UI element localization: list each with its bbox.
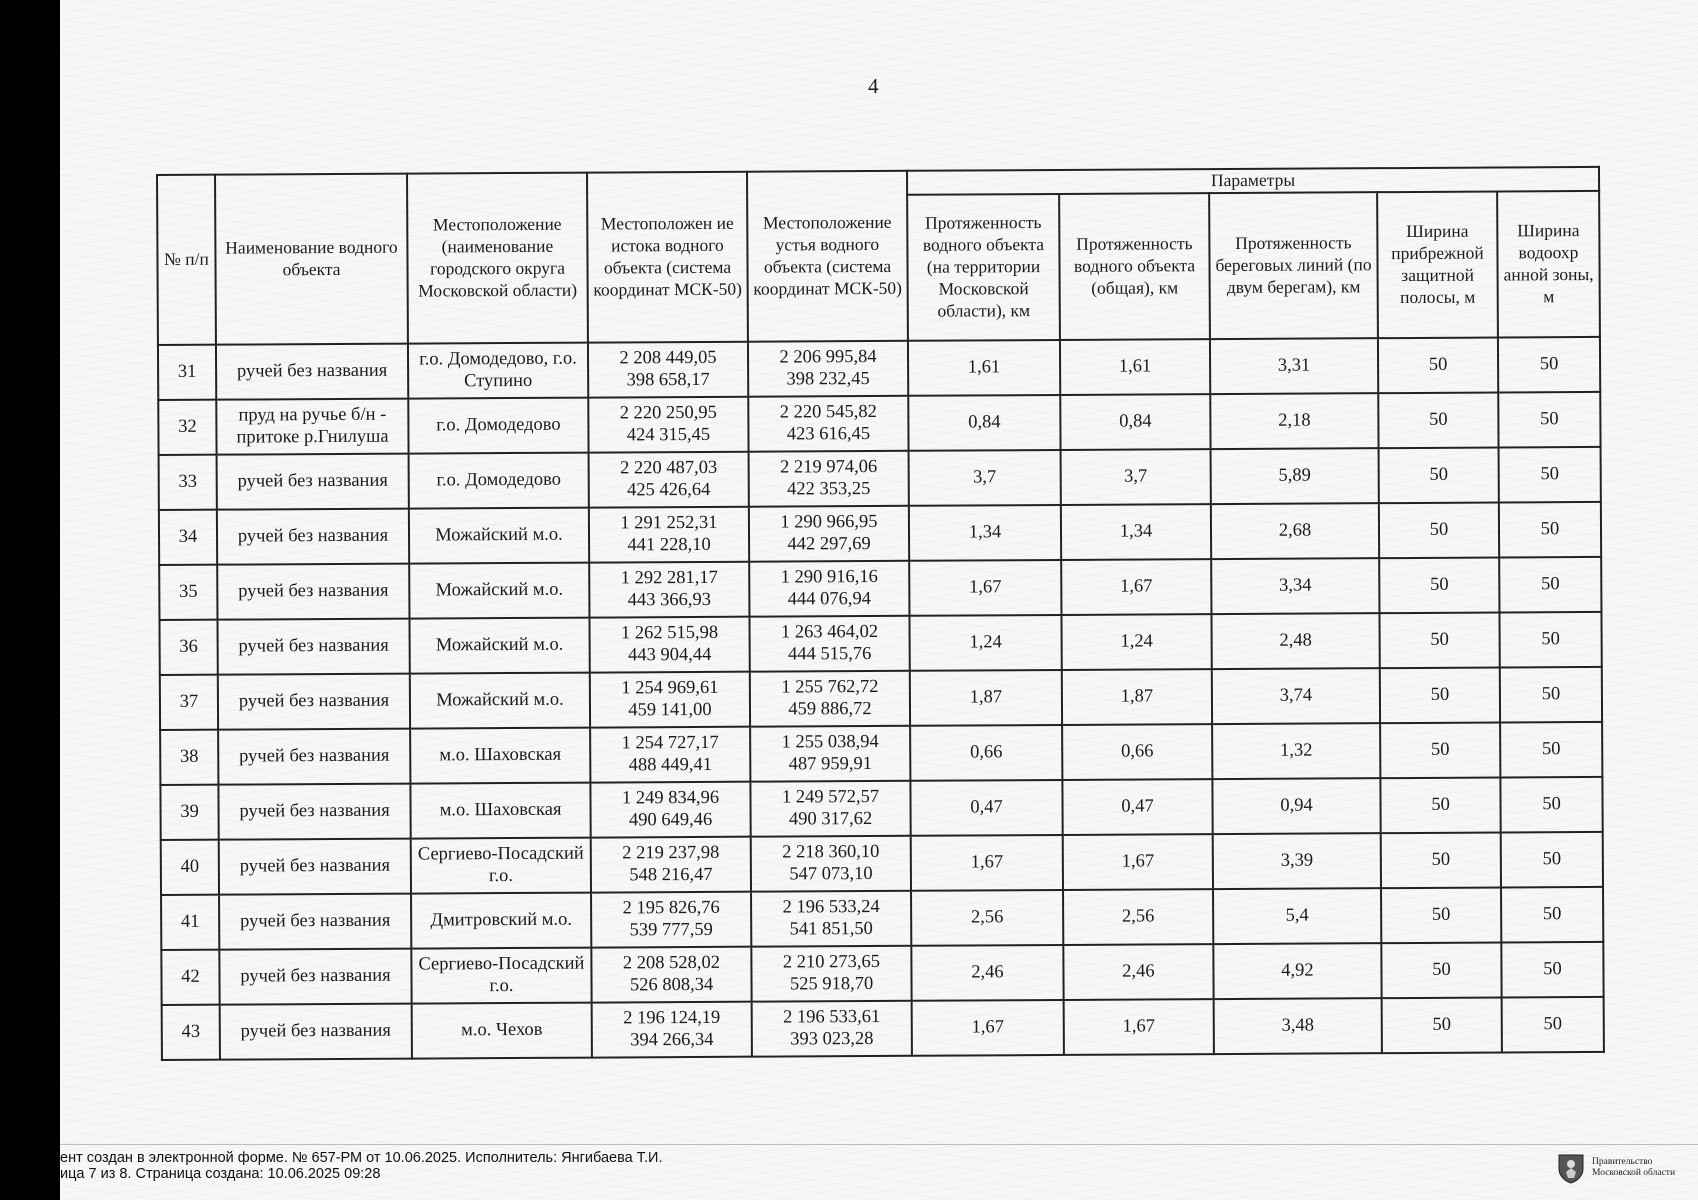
coordinate-value: 1 292 281,17: [620, 567, 718, 589]
cell-source: [591, 947, 751, 1003]
cell-shoreline: 5,4: [1213, 888, 1381, 944]
cell-location: Сергиево-Посадский г.о.: [411, 838, 591, 894]
footer-line-2: ица 7 из 8. Страница создана: 10.06.2025 09:28: [60, 1166, 381, 1182]
cell-length-total: 0,47: [1062, 779, 1212, 835]
cell-protection-zone: 50: [1501, 887, 1603, 943]
cell-num: 34: [159, 510, 217, 565]
cell-mouth: [750, 726, 910, 782]
cell-length-region: 1,61: [908, 340, 1060, 396]
cell-name: ручей без названия: [218, 674, 410, 730]
cell-location: Сергиево-Посадский г.о.: [411, 948, 591, 1004]
cell-location: м.о. Чехов: [412, 1003, 592, 1059]
cell-coastal-strip: 50: [1380, 668, 1500, 724]
cell-mouth: [751, 891, 911, 947]
cell-location: г.о. Домодедово, г.о. Ступино: [408, 343, 588, 399]
cell-name: ручей без названия: [217, 564, 409, 620]
cell-coastal-strip: 50: [1378, 393, 1498, 449]
coordinate-value: 2 196 124,19: [623, 1007, 721, 1029]
table-row: [162, 997, 1604, 1060]
coordinate-value: 2 220 250,95: [619, 402, 717, 424]
cell-protection-zone: 50: [1498, 337, 1600, 393]
header-num: № п/п: [157, 175, 216, 345]
coordinate-value: 444 515,76: [788, 643, 872, 664]
table-row: [159, 447, 1601, 510]
cell-shoreline: 2,48: [1211, 613, 1379, 669]
cell-shoreline: 3,74: [1212, 668, 1380, 724]
cell-shoreline: 1,32: [1212, 723, 1380, 779]
coordinate-value: 1 254 969,61: [621, 677, 719, 699]
cell-protection-zone: 50: [1499, 557, 1601, 613]
cell-length-total: 1,67: [1064, 999, 1214, 1055]
cell-length-total: 0,84: [1060, 394, 1210, 450]
cell-length-region: 2,46: [911, 945, 1063, 1001]
cell-shoreline: 0,94: [1212, 778, 1380, 834]
header-source: Местоположен ие истока водного объекта (система координат МСК-50): [587, 172, 748, 343]
coordinate-value: 1 254 727,17: [621, 732, 719, 754]
coordinate-value: 1 249 572,57: [781, 786, 880, 808]
coordinate-value: 1 255 038,94: [781, 731, 879, 753]
cell-shoreline: 2,68: [1211, 503, 1379, 559]
cell-source: [589, 507, 749, 563]
coordinate-value: 2 195 826,76: [622, 897, 720, 919]
coordinate-value: 2 210 273,65: [782, 951, 881, 973]
cell-length-region: 1,87: [910, 670, 1062, 726]
cell-protection-zone: 50: [1500, 777, 1602, 833]
cell-length-total: 2,56: [1063, 889, 1213, 945]
logo-line-1: Правительство: [1592, 1157, 1653, 1167]
cell-source: [589, 562, 749, 618]
cell-coastal-strip: 50: [1381, 887, 1501, 943]
cell-name: ручей без названия: [217, 454, 409, 510]
header-length-total: Протяженность водного объекта (общая), км: [1059, 193, 1210, 340]
cell-mouth: [751, 836, 911, 892]
cell-shoreline: 3,39: [1213, 833, 1381, 889]
cell-shoreline: 2,18: [1210, 393, 1378, 449]
coordinate-value: 539 777,59: [629, 919, 713, 940]
coordinate-value: 488 449,41: [628, 754, 712, 775]
cell-num: 36: [159, 620, 217, 675]
cell-coastal-strip: 50: [1382, 997, 1502, 1053]
table-row: [159, 502, 1601, 565]
cell-num: 37: [160, 675, 218, 730]
coordinate-value: 1 290 916,16: [780, 566, 878, 588]
cell-num: 31: [158, 345, 216, 400]
footer-divider: [60, 1144, 1698, 1145]
cell-shoreline: 3,31: [1210, 338, 1378, 394]
cell-num: 35: [159, 565, 217, 620]
header-mouth: Местоположение устья водного объекта (система координат МСК-50): [747, 171, 908, 342]
cell-mouth: [749, 616, 909, 672]
header-name: Наименование водного объекта: [215, 174, 408, 345]
cell-length-total: 1,24: [1061, 614, 1211, 670]
cell-num: 33: [159, 455, 217, 510]
table-row: [158, 337, 1600, 400]
cell-coastal-strip: 50: [1380, 723, 1500, 779]
cell-name: ручей без названия: [216, 344, 408, 400]
cell-length-region: 2,56: [911, 890, 1063, 946]
cell-location: Можайский м.о.: [409, 508, 589, 564]
coordinate-value: 424 315,45: [626, 424, 711, 445]
cell-protection-zone: 50: [1502, 997, 1604, 1053]
cell-num: 38: [160, 730, 218, 785]
cell-name: ручей без названия: [219, 894, 411, 950]
coordinate-value: 2 219 974,06: [780, 456, 878, 478]
coordinate-value: 459 886,72: [788, 698, 872, 719]
cell-protection-zone: 50: [1500, 667, 1602, 723]
page-number: 4: [868, 74, 879, 98]
coordinate-value: 541 851,50: [789, 918, 873, 939]
cell-source: [589, 617, 749, 673]
footer-line-1: ент создан в электронной форме. № 657-РМ от 10.06.2025. Исполнитель: Янгибаева Т.И.: [60, 1150, 663, 1166]
cell-length-total: 0,66: [1062, 724, 1212, 780]
cell-protection-zone: 50: [1501, 942, 1603, 998]
header-shoreline: Протяженность береговых линий (по двум берегам), км: [1209, 192, 1378, 339]
cell-coastal-strip: 50: [1379, 448, 1499, 504]
coordinate-value: 441 228,10: [627, 534, 711, 555]
cell-length-total: 1,61: [1060, 339, 1210, 395]
coordinate-value: 1 255 762,72: [781, 676, 879, 698]
cell-shoreline: 4,92: [1213, 943, 1381, 999]
coordinate-value: 393 023,28: [790, 1028, 874, 1049]
cell-shoreline: 3,34: [1211, 558, 1379, 614]
cell-length-total: 3,7: [1061, 449, 1211, 505]
cell-coastal-strip: 50: [1378, 338, 1498, 394]
coordinate-value: 444 076,94: [787, 588, 872, 609]
cell-length-region: 1,24: [909, 615, 1061, 671]
cell-shoreline: 3,48: [1214, 998, 1382, 1054]
cell-location: Можайский м.о.: [410, 673, 590, 729]
cell-protection-zone: 50: [1499, 447, 1601, 503]
cell-coastal-strip: 50: [1379, 613, 1499, 669]
cell-coastal-strip: 50: [1380, 778, 1500, 834]
cell-name: ручей без названия: [219, 839, 411, 895]
cell-source: [588, 397, 748, 453]
coordinate-value: 2 220 545,82: [779, 401, 877, 423]
coordinate-value: 423 616,45: [786, 423, 871, 444]
coordinate-value: 2 196 533,24: [782, 896, 880, 918]
cell-protection-zone: 50: [1501, 832, 1603, 888]
cell-length-total: 1,67: [1063, 834, 1213, 890]
cell-mouth: [752, 1001, 912, 1057]
table-row: [161, 942, 1603, 1005]
coordinate-value: 490 649,46: [628, 809, 713, 830]
cell-length-region: 0,84: [908, 395, 1060, 451]
cell-location: м.о. Шаховская: [410, 783, 590, 839]
coordinate-value: 2 208 449,05: [619, 347, 717, 369]
cell-mouth: [749, 561, 909, 617]
cell-source: [590, 672, 750, 728]
cell-num: 41: [161, 895, 219, 950]
cell-coastal-strip: 50: [1381, 833, 1501, 889]
cell-protection-zone: 50: [1499, 502, 1601, 558]
coordinate-value: 2 206 995,84: [779, 346, 877, 368]
cell-protection-zone: 50: [1499, 612, 1601, 668]
cell-location: Можайский м.о.: [409, 618, 589, 674]
cell-name: ручей без названия: [218, 784, 410, 840]
coordinate-value: 2 196 533,61: [783, 1006, 881, 1028]
cell-location: м.о. Шаховская: [410, 728, 590, 784]
coordinate-value: 1 262 515,98: [620, 622, 719, 644]
cell-num: 43: [162, 1005, 220, 1060]
cell-source: [590, 782, 750, 838]
coordinate-value: 394 266,34: [630, 1029, 714, 1050]
coordinate-value: 442 297,69: [787, 533, 871, 554]
table-row: [160, 777, 1602, 840]
cell-length-region: 1,67: [912, 1000, 1064, 1056]
coordinate-value: 459 141,00: [628, 699, 712, 720]
cell-protection-zone: 50: [1500, 722, 1602, 778]
coordinate-value: 1 290 966,95: [780, 511, 878, 533]
cell-length-total: 1,67: [1061, 559, 1211, 615]
cell-length-region: 1,67: [911, 835, 1063, 891]
cell-name: пруд на ручье б/н - притоке р.Гнилуша: [216, 399, 408, 455]
coordinate-value: 2 218 360,10: [782, 841, 880, 863]
scan-left-edge: [0, 0, 60, 1200]
cell-coastal-strip: 50: [1379, 503, 1499, 559]
cell-coastal-strip: 50: [1379, 558, 1499, 614]
cell-mouth: [748, 341, 908, 397]
header-params-group: Параметры: [907, 167, 1599, 195]
coordinate-value: 1 263 464,02: [780, 621, 879, 643]
footer-stamp: [60, 1150, 662, 1182]
coordinate-value: 443 904,44: [628, 644, 712, 665]
cell-location: г.о. Домодедово: [409, 453, 589, 509]
government-logo: [1556, 1152, 1675, 1184]
cell-coastal-strip: 50: [1381, 942, 1501, 998]
logo-line-2: Московской области: [1592, 1168, 1676, 1178]
cell-name: ручей без названия: [217, 619, 409, 675]
coordinate-value: 2 220 487,03: [620, 457, 718, 479]
coordinate-value: 1 291 252,31: [620, 512, 718, 534]
cell-length-total: 1,87: [1062, 669, 1212, 725]
coordinate-value: 487 959,91: [788, 753, 872, 774]
water-objects-table: [156, 166, 1605, 1061]
header-coastal-strip: Ширина прибрежной защитной полосы, м: [1377, 192, 1498, 339]
cell-source: [588, 342, 748, 398]
table-row: [158, 392, 1600, 455]
cell-source: [590, 727, 750, 783]
coordinate-value: 526 808,34: [629, 974, 714, 995]
cell-location: Дмитровский м.о.: [411, 893, 591, 949]
coordinate-value: 398 658,17: [626, 369, 710, 390]
header-protection-zone: Ширина водоохр анной зоны, м: [1497, 191, 1600, 338]
coordinate-value: 1 249 834,96: [621, 787, 720, 809]
cell-source: [589, 452, 749, 508]
cell-mouth: [751, 946, 911, 1002]
cell-location: Можайский м.о.: [409, 563, 589, 619]
cell-name: ручей без названия: [218, 729, 410, 785]
coordinate-value: 2 208 528,02: [622, 952, 721, 974]
cell-num: 40: [161, 840, 219, 895]
cell-length-region: 0,47: [910, 780, 1062, 836]
cell-length-region: 1,34: [909, 505, 1061, 561]
header-location: Местоположение (наименование городского округа Московской области): [407, 173, 588, 344]
cell-source: [592, 1002, 752, 1058]
cell-source: [591, 892, 751, 948]
table-body: [158, 337, 1604, 1060]
cell-num: 42: [161, 950, 219, 1005]
cell-length-total: 2,46: [1063, 944, 1213, 1000]
cell-source: [591, 837, 751, 893]
cell-length-region: 1,67: [909, 560, 1061, 616]
table-row: [161, 832, 1603, 895]
coordinate-value: 425 426,64: [627, 479, 711, 500]
coordinate-value: 398 232,45: [786, 368, 870, 389]
cell-name: ручей без названия: [217, 509, 409, 565]
coordinate-value: 490 317,62: [788, 808, 873, 829]
cell-protection-zone: 50: [1498, 392, 1600, 448]
table-row: [160, 722, 1602, 785]
cell-mouth: [749, 451, 909, 507]
cell-length-region: 3,7: [909, 450, 1061, 506]
coordinate-value: 443 366,93: [627, 589, 712, 610]
cell-name: ручей без названия: [219, 949, 411, 1005]
table-row: [159, 612, 1601, 675]
cell-length-region: 0,66: [910, 725, 1062, 781]
cell-mouth: [750, 671, 910, 727]
cell-length-total: 1,34: [1061, 504, 1211, 560]
coordinate-value: 525 918,70: [789, 973, 874, 994]
coordinate-value: 422 353,25: [787, 478, 871, 499]
coat-of-arms-icon: [1556, 1152, 1586, 1184]
table-row: [160, 667, 1602, 730]
coordinate-value: 547 073,10: [789, 863, 873, 884]
cell-num: 39: [160, 785, 218, 840]
cell-num: 32: [158, 400, 216, 455]
cell-mouth: [750, 781, 910, 837]
coordinate-value: 548 216,47: [629, 864, 713, 885]
table-row: [161, 887, 1603, 950]
cell-name: ручей без названия: [220, 1004, 412, 1060]
cell-shoreline: 5,89: [1211, 448, 1379, 504]
coordinate-value: 2 219 237,98: [622, 842, 720, 864]
cell-mouth: [748, 396, 908, 452]
cell-mouth: [749, 506, 909, 562]
cell-location: г.о. Домодедово: [408, 398, 588, 454]
header-length-region: Протяженность водного объекта (на территории Московской области), км: [907, 194, 1060, 341]
table-row: [159, 557, 1601, 620]
